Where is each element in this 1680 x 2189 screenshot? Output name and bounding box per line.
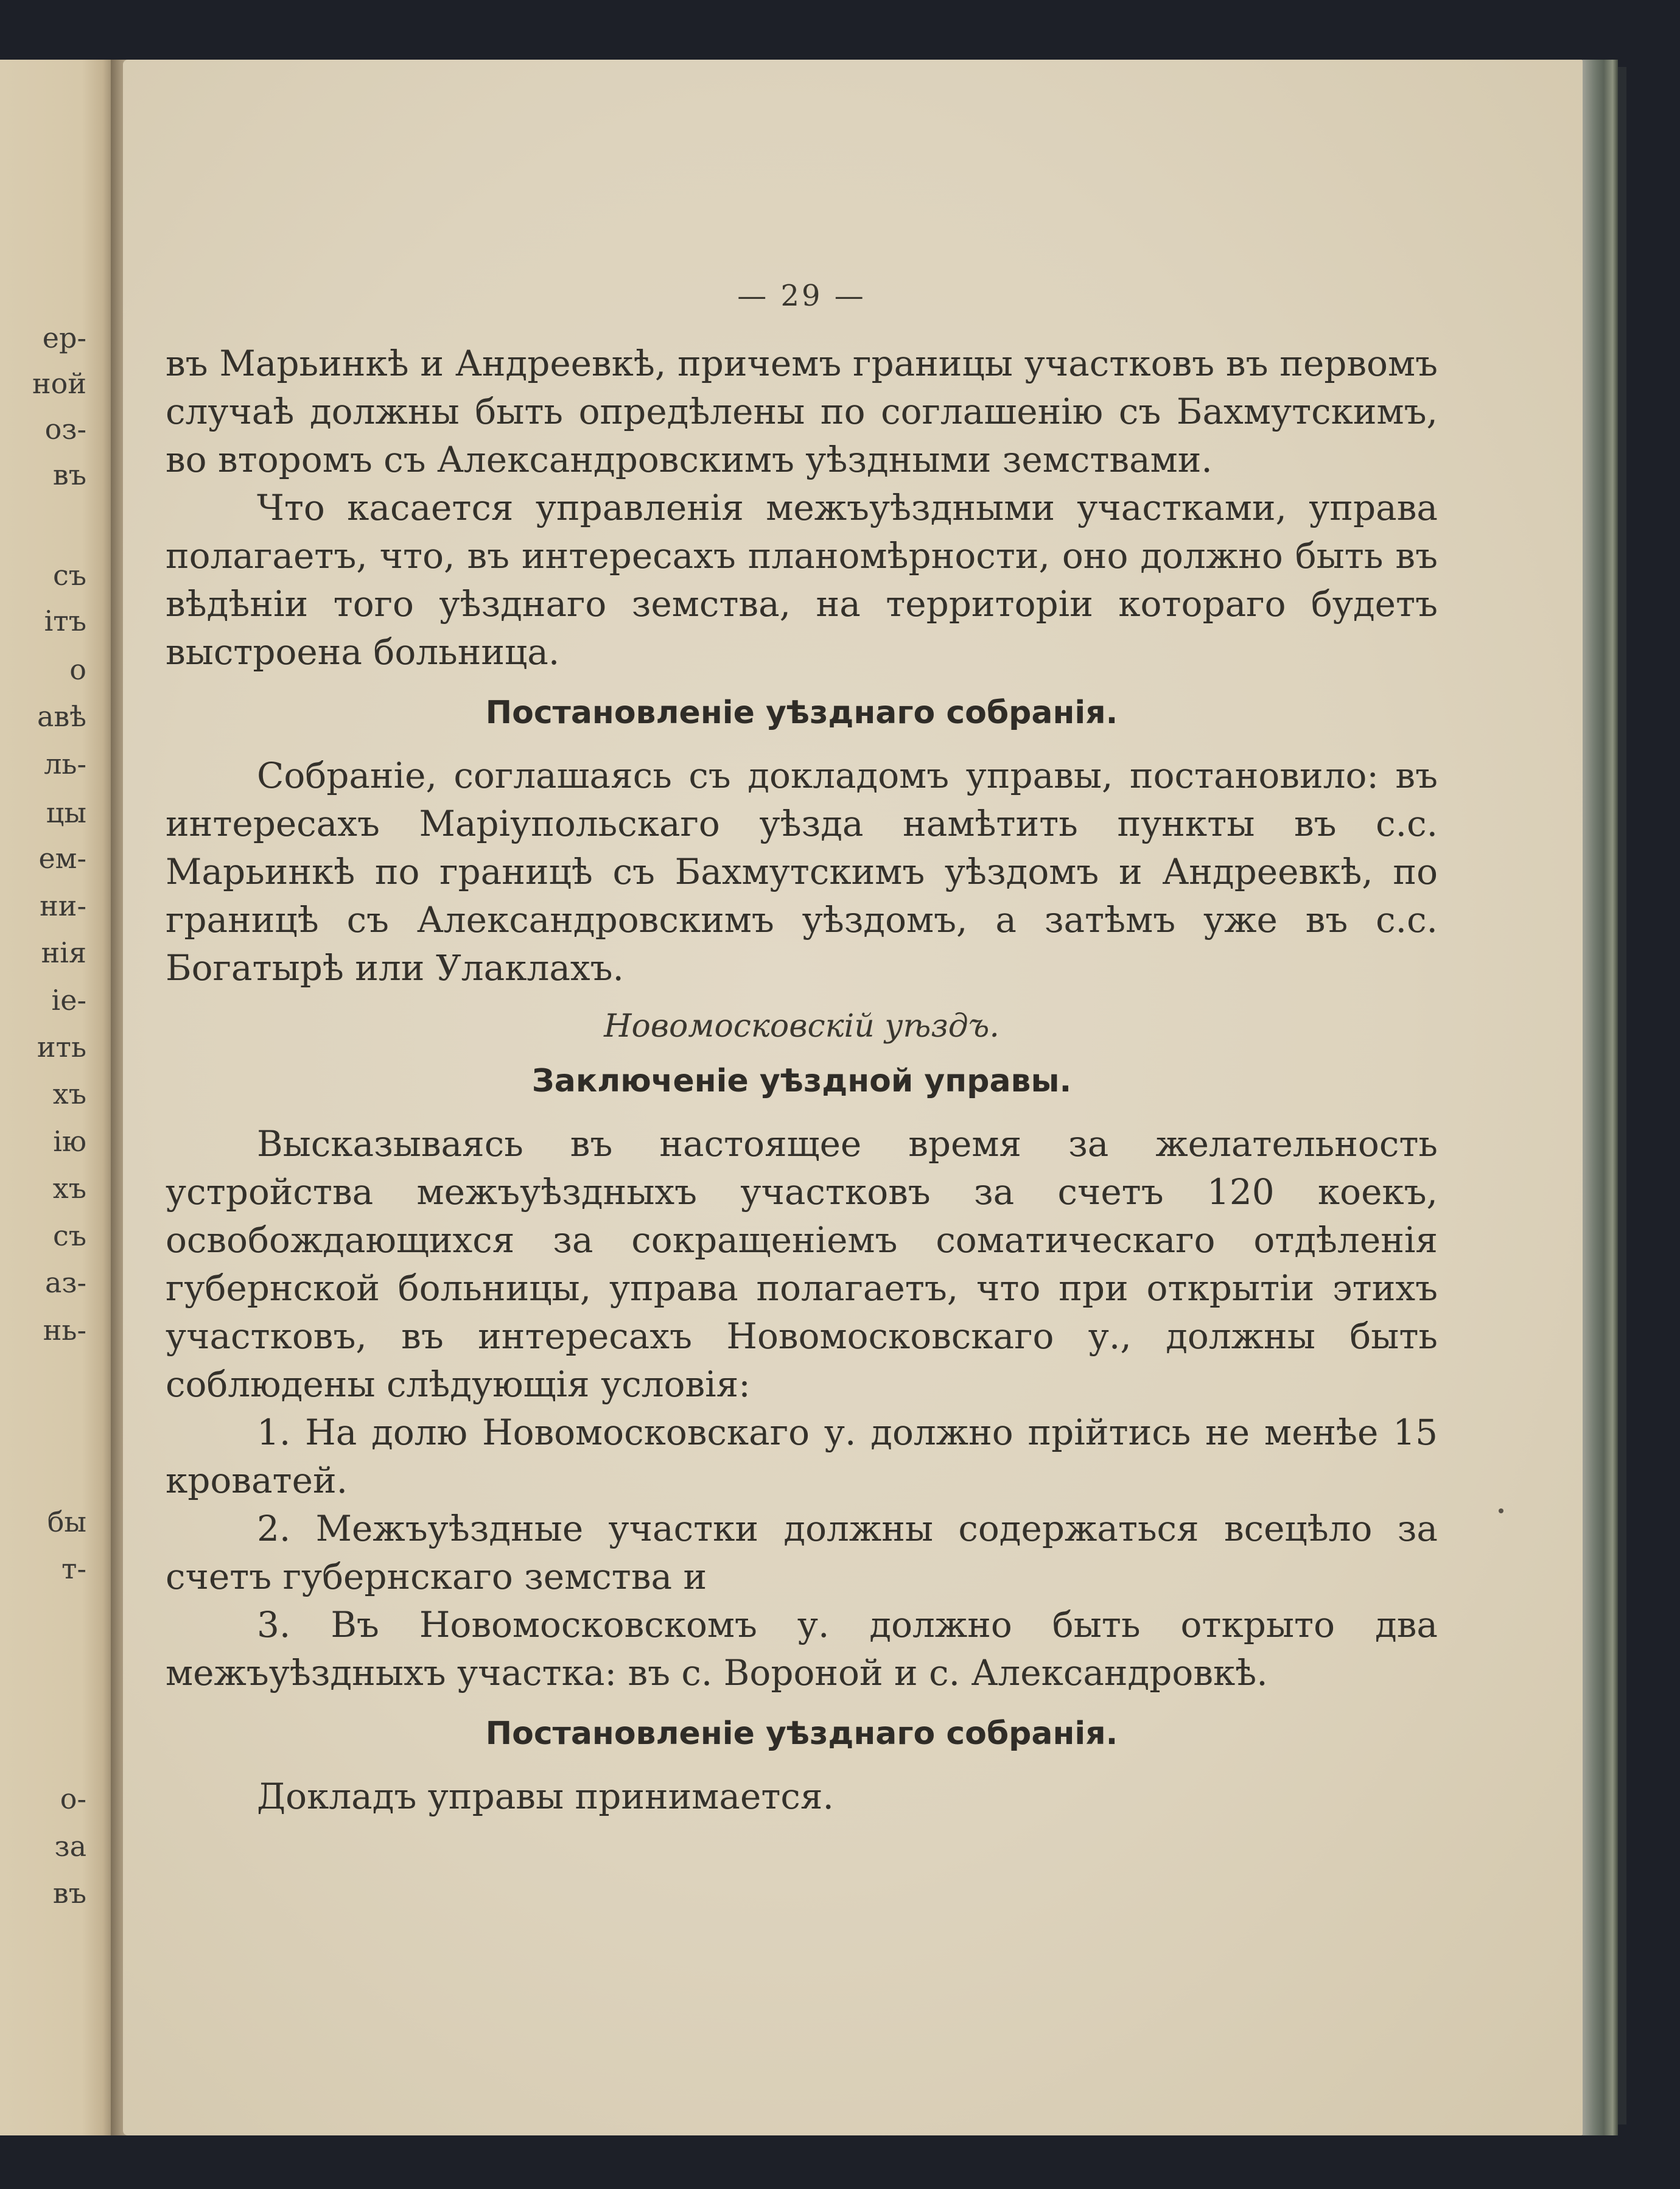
left-fragment: ем- — [38, 842, 86, 875]
section-heading: Постановленіе уѣзднаго собранія. — [485, 695, 1118, 731]
left-fragment: цы — [46, 796, 86, 829]
left-page-text-fragments — [0, 60, 117, 2135]
left-fragment: хъ — [52, 1172, 86, 1205]
paper-speck — [1499, 1508, 1503, 1513]
section-heading: Постановленіе уѣзднаго собранія. — [485, 1715, 1118, 1752]
left-fragment: т- — [61, 1552, 86, 1585]
left-fragment: іе- — [51, 984, 86, 1017]
left-fragment: нія — [41, 936, 86, 969]
paragraph: Что касается управленія межъуѣздными участками, управа полагаетъ, что, въ интересахъ планомѣрности, оно должно быть въ вѣдѣніи того уѣзднаго земства, на территоріи котораго будетъ выстроена больница. — [166, 487, 1438, 673]
left-fragment: авѣ — [37, 700, 86, 733]
page-number: — 29 — — [737, 279, 866, 313]
left-fragment: оз- — [44, 413, 86, 446]
left-fragment: съ — [52, 559, 86, 592]
left-fragment: ль- — [44, 748, 86, 780]
left-fragment: ер- — [42, 321, 86, 354]
left-page — [0, 60, 117, 2135]
page-content — [166, 194, 1438, 1821]
page-stack-edge — [1583, 60, 1618, 2135]
left-fragment: ной — [32, 367, 86, 400]
left-fragment: о — [69, 653, 86, 686]
left-fragment: въ — [52, 1877, 86, 1910]
right-page — [123, 60, 1584, 2135]
left-fragment: ни- — [40, 889, 86, 922]
left-fragment: нь- — [43, 1314, 86, 1347]
left-fragment: ію — [53, 1125, 86, 1158]
left-fragment: аз- — [44, 1266, 86, 1299]
list-item: 2. Межъуѣздные участки должны содержаться всецѣло за счетъ губернскаго земства и — [166, 1508, 1438, 1597]
left-fragment: о- — [60, 1782, 86, 1815]
left-fragment: съ — [52, 1219, 86, 1252]
paragraph: въ Марьинкѣ и Андреевкѣ, причемъ границы участковъ въ первомъ случаѣ должны быть опредѣлены по соглашенію съ Бахмутскимъ, во второмъ съ Александровскимъ уѣздными земствами. — [166, 343, 1438, 480]
list-item: 1. На долю Новомосковскаго у. должно прійтись не менѣе 15 кроватей. — [166, 1412, 1438, 1501]
section-heading: Заключеніе уѣздной управы. — [531, 1063, 1072, 1099]
left-fragment: бы — [47, 1505, 86, 1538]
paragraph: Собраніе, соглашаясь съ докладомъ управы, постановило: въ интересахъ Маріупольскаго уѣзда намѣтить пункты въ с.с. Марьинкѣ по границѣ съ Бахмутскимъ уѣздомъ и Андреевкѣ, по границѣ съ Александровскимъ уѣздомъ, а затѣмъ уже въ с.с. Богатырѣ или Улаклахъ. — [166, 755, 1438, 989]
left-fragment: въ — [52, 458, 86, 491]
left-fragment: ітъ — [44, 604, 86, 637]
list-item: 3. Въ Новомосковскомъ у. должно быть открыто два межъуѣздныхъ участка: въ с. Вороной и с. Александровкѣ. — [166, 1604, 1438, 1693]
left-fragment: ить — [37, 1031, 86, 1063]
left-fragment: за — [54, 1830, 86, 1863]
paragraph: Высказываясь въ настоящее время за желательность устройства межъуѣздныхъ участковъ за счетъ 120 коекъ, освобождающихся за сокращеніемъ соматическаго отдѣленія губернской больницы, управа полагаетъ, что при открытіи этихъ участковъ, въ интересахъ Новомосковскаго у., должны быть соблюдены слѣдующія условія: — [166, 1123, 1438, 1405]
page-edge-shadow — [1618, 67, 1626, 2124]
district-subtitle: Новомосковскій уѣздъ. — [604, 1008, 999, 1045]
paragraph: Докладъ управы принимается. — [257, 1776, 834, 1817]
left-fragment: хъ — [52, 1077, 86, 1110]
